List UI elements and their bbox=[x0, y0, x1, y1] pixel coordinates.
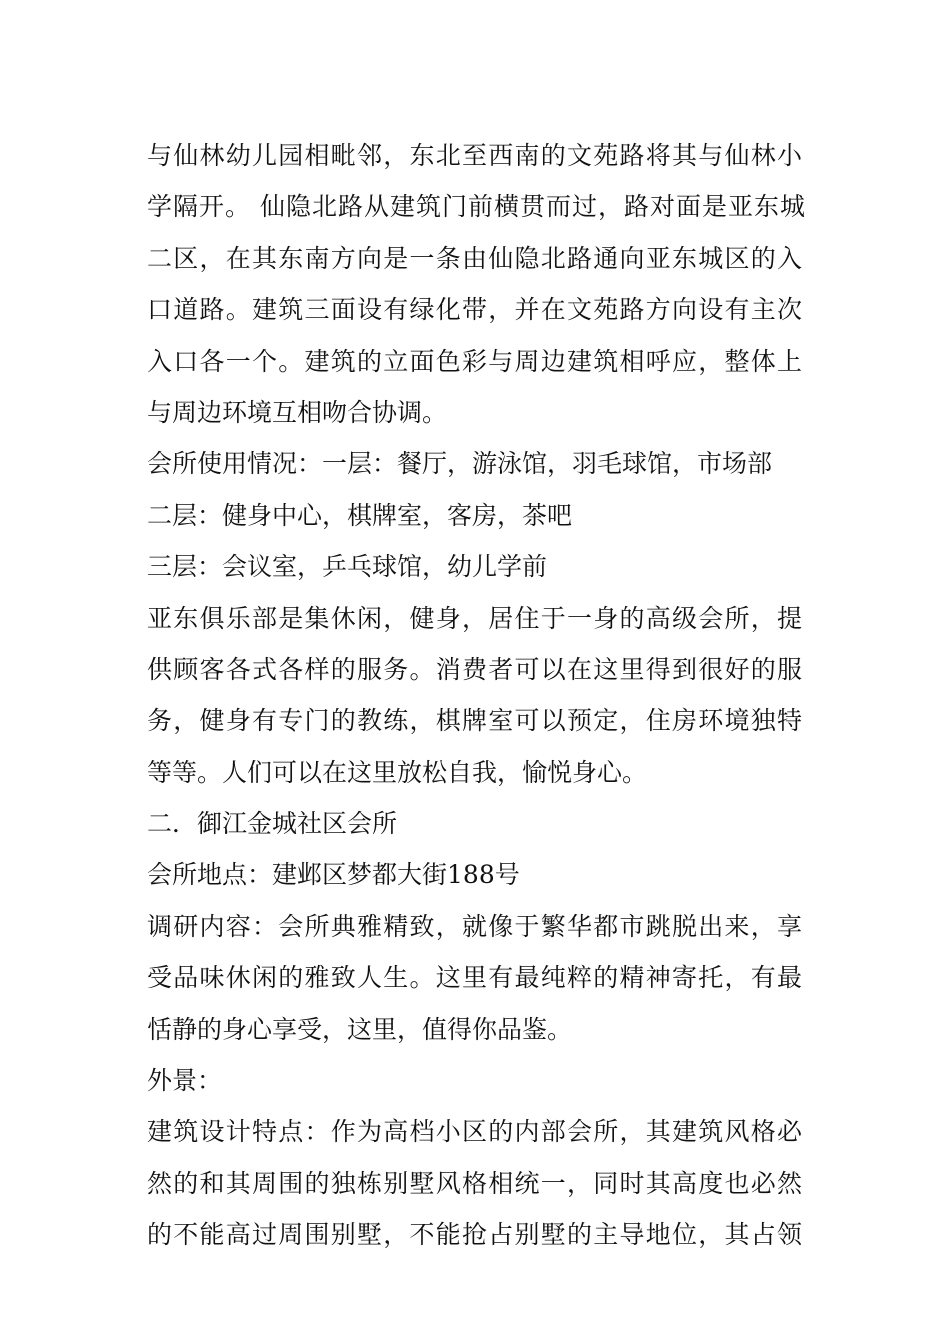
section-heading: 二．御江金城社区会所 bbox=[147, 809, 398, 839]
text-line: 然的和其周围的独栋别墅风格相统一，同时其高度也必然 bbox=[147, 1168, 804, 1198]
text-line: 三层：会议室，乒乓球馆，幼儿学前 bbox=[147, 552, 548, 582]
text-line: 务，健身有专门的教练，棋牌室可以预定，住房环境独特 bbox=[147, 706, 804, 736]
body-text bbox=[147, 130, 807, 1261]
text-line: 亚东俱乐部是集休闲，健身，居住于一身的高级会所，提 bbox=[147, 603, 804, 633]
text-line: 与仙林幼儿园相毗邻，东北至西南的文苑路将其与仙林小 bbox=[147, 141, 804, 170]
text-line: 恬静的身心享受，这里，值得你品鉴。 bbox=[147, 1014, 573, 1044]
text-line: 入口各一个。建筑的立面色彩与周边建筑相呼应，整体上 bbox=[147, 346, 804, 376]
text-line: 供顾客各式各样的服务。消费者可以在这里得到很好的服 bbox=[147, 654, 804, 684]
text-line: 口道路。建筑三面设有绿化带，并在文苑路方向设有主次 bbox=[147, 295, 804, 325]
text-line: 与周边环境互相吻合协调。 bbox=[147, 397, 448, 427]
text-line: 会所地点：建邺区梦都大街188号 bbox=[147, 860, 520, 890]
text-line: 调研内容：会所典雅精致，就像于繁华都市跳脱出来，享 bbox=[147, 911, 804, 941]
text-line: 学隔开。 仙隐北路从建筑门前横贯而过，路对面是亚东城 bbox=[147, 192, 806, 222]
text-line: 的不能高过周围别墅，不能抢占别墅的主导地位，其占领 bbox=[147, 1220, 804, 1250]
text-line: 受品味休闲的雅致人生。这里有最纯粹的精神寄托，有最 bbox=[147, 963, 804, 993]
text-line: 二区，在其东南方向是一条由仙隐北路通向亚东城区的入 bbox=[147, 243, 804, 273]
text-line: 二层：健身中心，棋牌室，客房，茶吧 bbox=[147, 500, 573, 530]
text-line: 外景： bbox=[147, 1066, 223, 1096]
text-line: 等等。人们可以在这里放松自我，愉悦身心。 bbox=[147, 757, 648, 787]
text-line: 建筑设计特点：作为高档小区的内部会所，其建筑风格必 bbox=[147, 1117, 804, 1147]
text-line: 会所使用情况：一层：餐厅，游泳馆，羽毛球馆，市场部 bbox=[147, 449, 773, 479]
